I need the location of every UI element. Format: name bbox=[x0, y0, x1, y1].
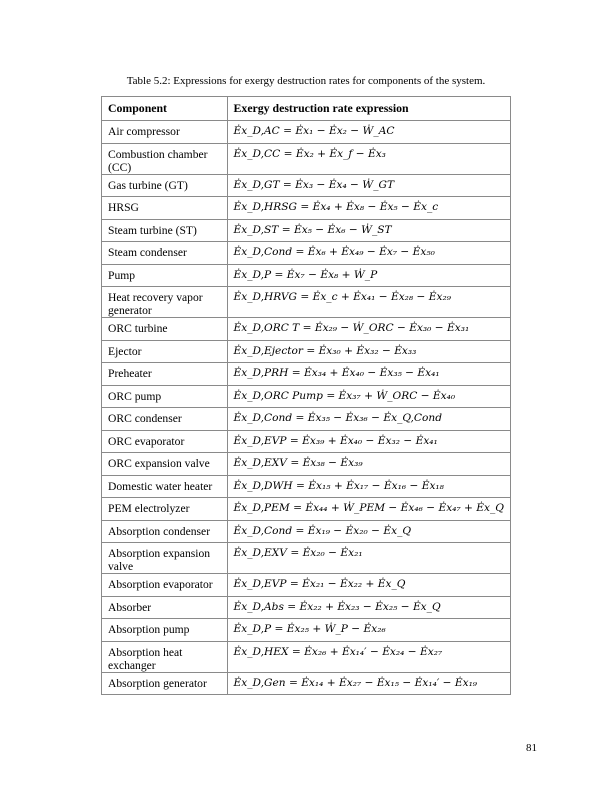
expression-cell: Ėx_D,AC = Ėx₁ − Ėx₂ − Ẇ_AC bbox=[227, 121, 510, 144]
component-cell: Ejector bbox=[102, 340, 228, 363]
component-cell: Absorber bbox=[102, 596, 228, 619]
expression-cell: Ėx_D,ORC T = Ėx₂₉ − Ẇ_ORC − Ėx₃₀ − Ėx₃₁ bbox=[227, 318, 510, 341]
expression-cell: Ėx_D,Abs = Ėx₂₂ + Ėx₂₃ − Ėx₂₅ − Ėx_Q bbox=[227, 596, 510, 619]
table-row bbox=[102, 619, 511, 642]
component-cell: ORC evaporator bbox=[102, 430, 228, 453]
expression-cell: Ėx_D,Cond = Ėx₆ + Ėx₄₉ − Ėx₇ − Ėx₅₀ bbox=[227, 242, 510, 265]
table-row bbox=[102, 543, 511, 574]
table-row bbox=[102, 574, 511, 597]
table-row bbox=[102, 596, 511, 619]
expression-cell: Ėx_D,P = Ėx₂₅ + Ẇ_P − Ėx₂₆ bbox=[227, 619, 510, 642]
expression-cell: Ėx_D,EXV = Ėx₂₀ − Ėx₂₁ bbox=[227, 543, 510, 574]
component-cell: Absorption condenser bbox=[102, 520, 228, 543]
table-row bbox=[102, 672, 511, 695]
component-cell: ORC pump bbox=[102, 385, 228, 408]
component-cell: Heat recovery vapor generator bbox=[102, 287, 228, 318]
table-row bbox=[102, 475, 511, 498]
component-cell: Steam turbine (ST) bbox=[102, 219, 228, 242]
component-cell: HRSG bbox=[102, 197, 228, 220]
expression-cell: Ėx_D,HEX = Ėx₂₆ + Ėx₁₄′ − Ėx₂₄ − Ėx₂₇ bbox=[227, 641, 510, 672]
header-component: Component bbox=[102, 97, 228, 121]
table-row bbox=[102, 340, 511, 363]
table-row bbox=[102, 453, 511, 476]
table-row bbox=[102, 174, 511, 197]
expression-cell: Ėx_D,P = Ėx₇ − Ėx₈ + Ẇ_P bbox=[227, 264, 510, 287]
table-row bbox=[102, 385, 511, 408]
table-caption: Table 5.2: Expressions for exergy destruction rates for components of the system. bbox=[126, 75, 486, 87]
expression-cell: Ėx_D,HRSG = Ėx₄ + Ėx₈ − Ėx₅ − Ėx_c bbox=[227, 197, 510, 220]
component-cell: Pump bbox=[102, 264, 228, 287]
component-cell: Absorption pump bbox=[102, 619, 228, 642]
component-cell: Absorption expansion valve bbox=[102, 543, 228, 574]
component-cell: Air compressor bbox=[102, 121, 228, 144]
page-number: 81 bbox=[526, 742, 537, 754]
expression-cell: Ėx_D,Cond = Ėx₁₉ − Ėx₂₀ − Ėx_Q bbox=[227, 520, 510, 543]
component-cell: Preheater bbox=[102, 363, 228, 386]
table-row bbox=[102, 264, 511, 287]
expression-cell: Ėx_D,ST = Ėx₅ − Ėx₆ − Ẇ_ST bbox=[227, 219, 510, 242]
exergy-table bbox=[101, 96, 511, 695]
header-expression: Exergy destruction rate expression bbox=[227, 97, 510, 121]
expression-cell: Ėx_D,Gen = Ėx₁₄ + Ėx₂₇ − Ėx₁₅ − Ėx₁₄′ − Ėx₁₉ bbox=[227, 672, 510, 695]
table-row bbox=[102, 641, 511, 672]
table-row bbox=[102, 219, 511, 242]
table-row bbox=[102, 197, 511, 220]
component-cell: Absorption generator bbox=[102, 672, 228, 695]
expression-cell: Ėx_D,PEM = Ėx₄₄ + Ẇ_PEM − Ėx₄₆ − Ėx₄₇ + Ėx_Q bbox=[227, 498, 510, 521]
table-row bbox=[102, 498, 511, 521]
component-cell: Absorption heat exchanger bbox=[102, 641, 228, 672]
table-row bbox=[102, 430, 511, 453]
expression-cell: Ėx_D,EVP = Ėx₂₁ − Ėx₂₂ + Ėx_Q bbox=[227, 574, 510, 597]
expression-cell: Ėx_D,Cond = Ėx₃₅ − Ėx₃₆ − Ėx_Q,Cond bbox=[227, 408, 510, 431]
table-row bbox=[102, 363, 511, 386]
component-cell: Combustion chamber (CC) bbox=[102, 143, 228, 174]
table-row bbox=[102, 318, 511, 341]
table-row bbox=[102, 143, 511, 174]
table-row bbox=[102, 520, 511, 543]
table-row bbox=[102, 408, 511, 431]
expression-cell: Ėx_D,ORC Pump = Ėx₃₇ + Ẇ_ORC − Ėx₄₀ bbox=[227, 385, 510, 408]
component-cell: ORC expansion valve bbox=[102, 453, 228, 476]
component-cell: Steam condenser bbox=[102, 242, 228, 265]
expression-cell: Ėx_D,PRH = Ėx₃₄ + Ėx₄₀ − Ėx₃₅ − Ėx₄₁ bbox=[227, 363, 510, 386]
table-header-row bbox=[102, 97, 511, 121]
expression-cell: Ėx_D,Ejector = Ėx₃₀ + Ėx₃₂ − Ėx₃₃ bbox=[227, 340, 510, 363]
table-row bbox=[102, 287, 511, 318]
expression-cell: Ėx_D,HRVG = Ėx_c + Ėx₄₁ − Ėx₂₈ − Ėx₂₉ bbox=[227, 287, 510, 318]
component-cell: Gas turbine (GT) bbox=[102, 174, 228, 197]
component-cell: PEM electrolyzer bbox=[102, 498, 228, 521]
component-cell: Domestic water heater bbox=[102, 475, 228, 498]
expression-cell: Ėx_D,DWH = Ėx₁₅ + Ėx₁₇ − Ėx₁₆ − Ėx₁₈ bbox=[227, 475, 510, 498]
expression-cell: Ėx_D,CC = Ėx₂ + Ėx_f − Ėx₃ bbox=[227, 143, 510, 174]
component-cell: Absorption evaporator bbox=[102, 574, 228, 597]
table-row bbox=[102, 242, 511, 265]
expression-cell: Ėx_D,EXV = Ėx₃₈ − Ėx₃₉ bbox=[227, 453, 510, 476]
expression-cell: Ėx_D,EVP = Ėx₃₉ + Ėx₄₀ − Ėx₃₂ − Ėx₄₁ bbox=[227, 430, 510, 453]
component-cell: ORC turbine bbox=[102, 318, 228, 341]
expression-cell: Ėx_D,GT = Ėx₃ − Ėx₄ − Ẇ_GT bbox=[227, 174, 510, 197]
component-cell: ORC condenser bbox=[102, 408, 228, 431]
table-row bbox=[102, 121, 511, 144]
